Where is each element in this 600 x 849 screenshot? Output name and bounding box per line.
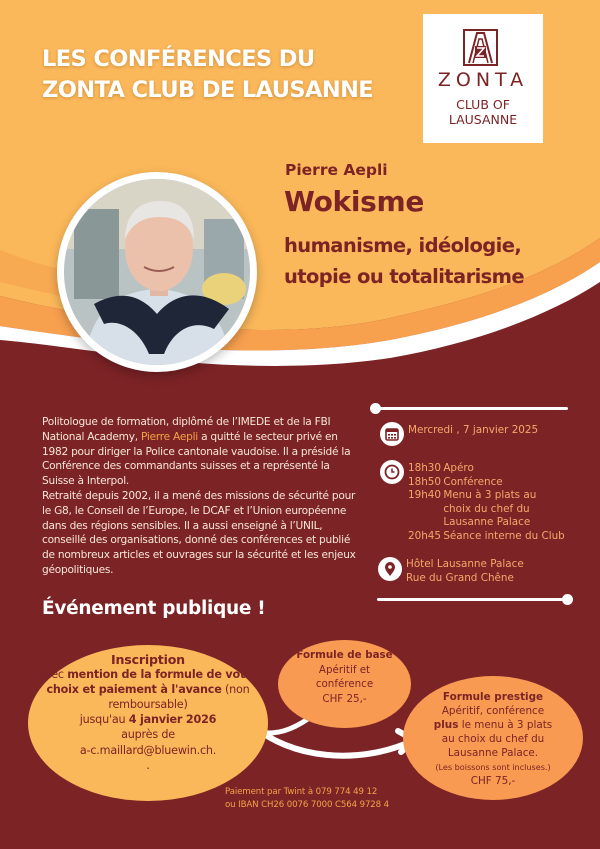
page-title (42, 44, 373, 106)
schedule-label: Lausanne Palace (443, 516, 531, 529)
schedule-row (408, 503, 565, 517)
talk-subtitle (284, 230, 524, 292)
schedule-label: choix du chef du (443, 502, 530, 515)
event-schedule (408, 462, 565, 544)
portrait-image (64, 179, 250, 365)
text: Apéritif, conférence (441, 705, 545, 717)
event-date: Mercredi , 7 janvier 2025 (408, 424, 539, 436)
formule-prestige-title: Formule prestige (442, 691, 544, 703)
venue-name: Hôtel Lausanne Palace (406, 558, 524, 570)
bio-text: a quitté le secteur privé en 1982 pour diriger la Police cantonale vaudoise. Il a présidé la Conférence des commandants suisses et a représenté la Suisse à Interpol. (42, 430, 351, 488)
inscription-deadline (28, 712, 268, 727)
formule-base-title: Formule de base (296, 649, 393, 661)
inscription-body (28, 667, 268, 712)
text: (non remboursable) (108, 683, 250, 712)
speaker-bio (42, 415, 362, 578)
payment-twint: Paiement par Twint à 079 774 49 12 (225, 787, 378, 797)
text: au choix du chef du (441, 733, 545, 745)
schedule-time: 19h40 (408, 489, 442, 502)
speaker-photo (57, 172, 257, 372)
contact-email-link[interactable]: a-c.maillard@bluewin.ch. (79, 743, 217, 757)
text: Apéritif et (318, 663, 371, 676)
divider-dot (562, 594, 573, 605)
text: . (146, 758, 150, 772)
talk-title: Wokisme (284, 185, 425, 218)
schedule-label: Apéro (443, 462, 474, 474)
schedule-label: Menu à 3 plats au (443, 489, 537, 502)
text: jusqu'au (79, 713, 129, 727)
payment-info (225, 786, 389, 812)
clock-icon (380, 460, 404, 484)
formule-prestige-text (403, 690, 583, 788)
text: auprès de (121, 728, 175, 742)
logo-line-2: LAUSANNE (448, 112, 518, 127)
zonta-logo (423, 14, 543, 143)
schedule-row (408, 530, 565, 544)
schedule-row (408, 462, 565, 476)
event-location (406, 558, 524, 585)
text: Lausanne Palace. (447, 747, 539, 759)
text (403, 718, 583, 732)
speaker-name: Pierre Aepli (285, 161, 388, 179)
schedule-time: 20h45 (408, 529, 442, 542)
title-line-2: ZONTA CLUB DE LAUSANNE (42, 77, 374, 103)
text: le menu à 3 plats (458, 719, 553, 731)
map-pin-icon (378, 557, 402, 581)
subtitle-line-2: utopie ou totalitarisme (284, 265, 525, 288)
schedule-row (408, 476, 565, 490)
schedule-row (408, 489, 565, 503)
drinks-note: (Les boissons sont incluses.) (435, 762, 551, 772)
schedule-time: 18h50 (408, 475, 442, 488)
bio-text: Retraité depuis 2002, il a mené des missions de sécurité pour le G8, le Conseil de l’Europe, le DCAF et l’Union européenne dans des régions sensibles. Il a aussi enseigné à l’UNIL, conseillé des organisations, donné des conférences et publié de nombreux articles et ouvrages sur la sécurité et les enjeux géopolitiques. (42, 489, 356, 576)
logo-line-1: CLUB OF (456, 97, 510, 112)
calendar-icon (380, 422, 404, 446)
logo-subtitle (423, 97, 543, 127)
text: avec (38, 668, 68, 682)
zonta-emblem-icon (463, 29, 498, 66)
schedule-label: Séance interne du Club (443, 529, 565, 542)
bio-highlight-name: Pierre Aepli (140, 430, 198, 443)
schedule-time: 18h30 (408, 462, 442, 474)
schedule-row (408, 516, 565, 530)
title-line-1: LES CONFÉRENCES DU (42, 46, 315, 72)
inscription-text (28, 652, 268, 773)
text: conférence (315, 678, 374, 690)
formule-base-price: CHF 25,- (322, 692, 367, 705)
text-bold: mention de la formule de votre choix et paiement à l'avance (46, 668, 258, 697)
bio-text: Politologue de formation, diplômé de l’IMEDE et de la FBI National Academy, (42, 416, 331, 443)
formule-base-text (278, 648, 411, 706)
divider-line (374, 407, 568, 410)
logo-brand: ZONTA (437, 69, 529, 91)
schedule-label: Conférence (443, 475, 503, 488)
payment-iban: ou IBAN CH26 0076 7000 C564 9728 4 (225, 800, 390, 810)
divider-line (377, 598, 563, 601)
formule-prestige-price: CHF 75,- (470, 775, 516, 787)
deadline-date: 4 janvier 2026 (128, 713, 217, 727)
venue-street: Rue du Grand Chêne (406, 571, 514, 584)
text-bold: plus (433, 719, 459, 731)
public-event-heading: Événement publique ! (42, 598, 266, 619)
inscription-title: Inscription (111, 652, 185, 667)
subtitle-line-1: humanisme, idéologie, (284, 234, 522, 257)
